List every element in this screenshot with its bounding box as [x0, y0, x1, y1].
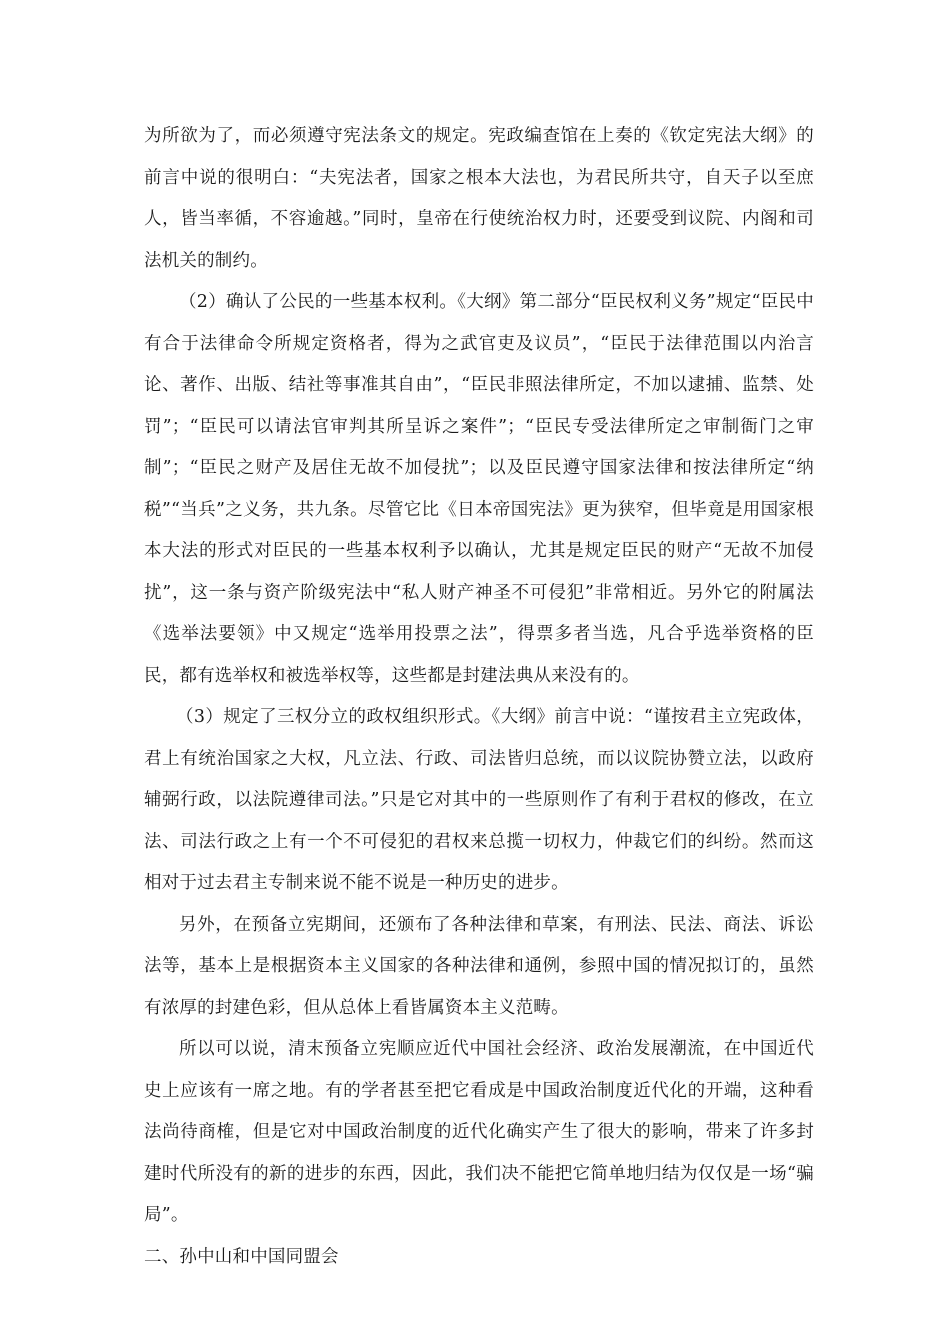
paragraph-other-laws: 另外，在预备立宪期间，还颁布了各种法律和草案，有刑法、民法、商法、诉讼法等，基本上是根据资本主义国家的各种法律和通例，参照中国的情况拟订的，虽然有浓厚的封建色彩，但从总体上看皆属资本主义范畴。	[144, 914, 814, 1018]
paragraph-basic-rights: （2）确认了公民的一些基本权利。《大纲》第二部分“臣民权利义务”规定“臣民中有合于法律命令所规定资格者，得为之武官吏及议员”，“臣民于法律范围以内治言论、著作、出版、结社等事准其自由”，“臣民非照法律所定，不加以逮捕、监禁、处罚”；“臣民可以请法官审判其所呈诉之案件”；“臣民专受法律所定之审制衙门之审制”；“臣民之财产及居住无故不加侵扰”；以及臣民遵守国家法律和按法律所定“纳税”“当兵”之义务，共九条。尽管它比《日本帝国宪法》更为狭窄，但毕竟是用国家根本大法的形式对臣民的一些基本权利予以确认，尤其是规定臣民的财产“无故不加侵扰”，这一条与资产阶级宪法中“私人财产神圣不可侵犯”非常相近。另外它的附属法《选举法要领》中又规定“选举用投票之法”，得票多者当选，凡合乎选举资格的臣民，都有选举权和被选举权等，这些都是封建法典从来没有的。	[144, 292, 814, 686]
paragraph-conclusion: 所以可以说，清末预备立宪顺应近代中国社会经济、政治发展潮流，在中国近代史上应该有一席之地。有的学者甚至把它看成是中国政治制度近代化的开端，这种看法尚待商榷，但是它对中国政治制度的近代化确实产生了很大的影响，带来了许多封建时代所没有的新的进步的东西，因此，我们决不能把它简单地归结为仅仅是一场“骗局”。	[144, 1039, 814, 1225]
paragraph-continuation: 为所欲为了，而必须遵守宪法条文的规定。宪政编查馆在上奏的《钦定宪法大纲》的前言中说的很明白：“夫宪法者，国家之根本大法也，为君民所共守，自天子以至庶人，皆当率循，不容逾越。”同时，皇帝在行使统治权力时，还要受到议院、内阁和司法机关的制约。	[144, 126, 814, 271]
paragraph-separation-of-powers: （3）规定了三权分立的政权组织形式。《大纲》前言中说：“谨按君主立宪政体，君上有统治国家之大权，凡立法、行政、司法皆归总统，而以议院协赞立法，以政府辅弼行政，以法院遵律司法。”只是它对其中的一些原则作了有利于君权的修改，在立法、司法行政之上有一个不可侵犯的君权来总揽一切权力，仲裁它们的纠纷。然而这相对于过去君主专制来说不能不说是一种历史的进步。	[144, 707, 814, 893]
section-heading: 二、孙中山和中国同盟会	[144, 1246, 339, 1267]
document-body	[144, 116, 814, 1278]
